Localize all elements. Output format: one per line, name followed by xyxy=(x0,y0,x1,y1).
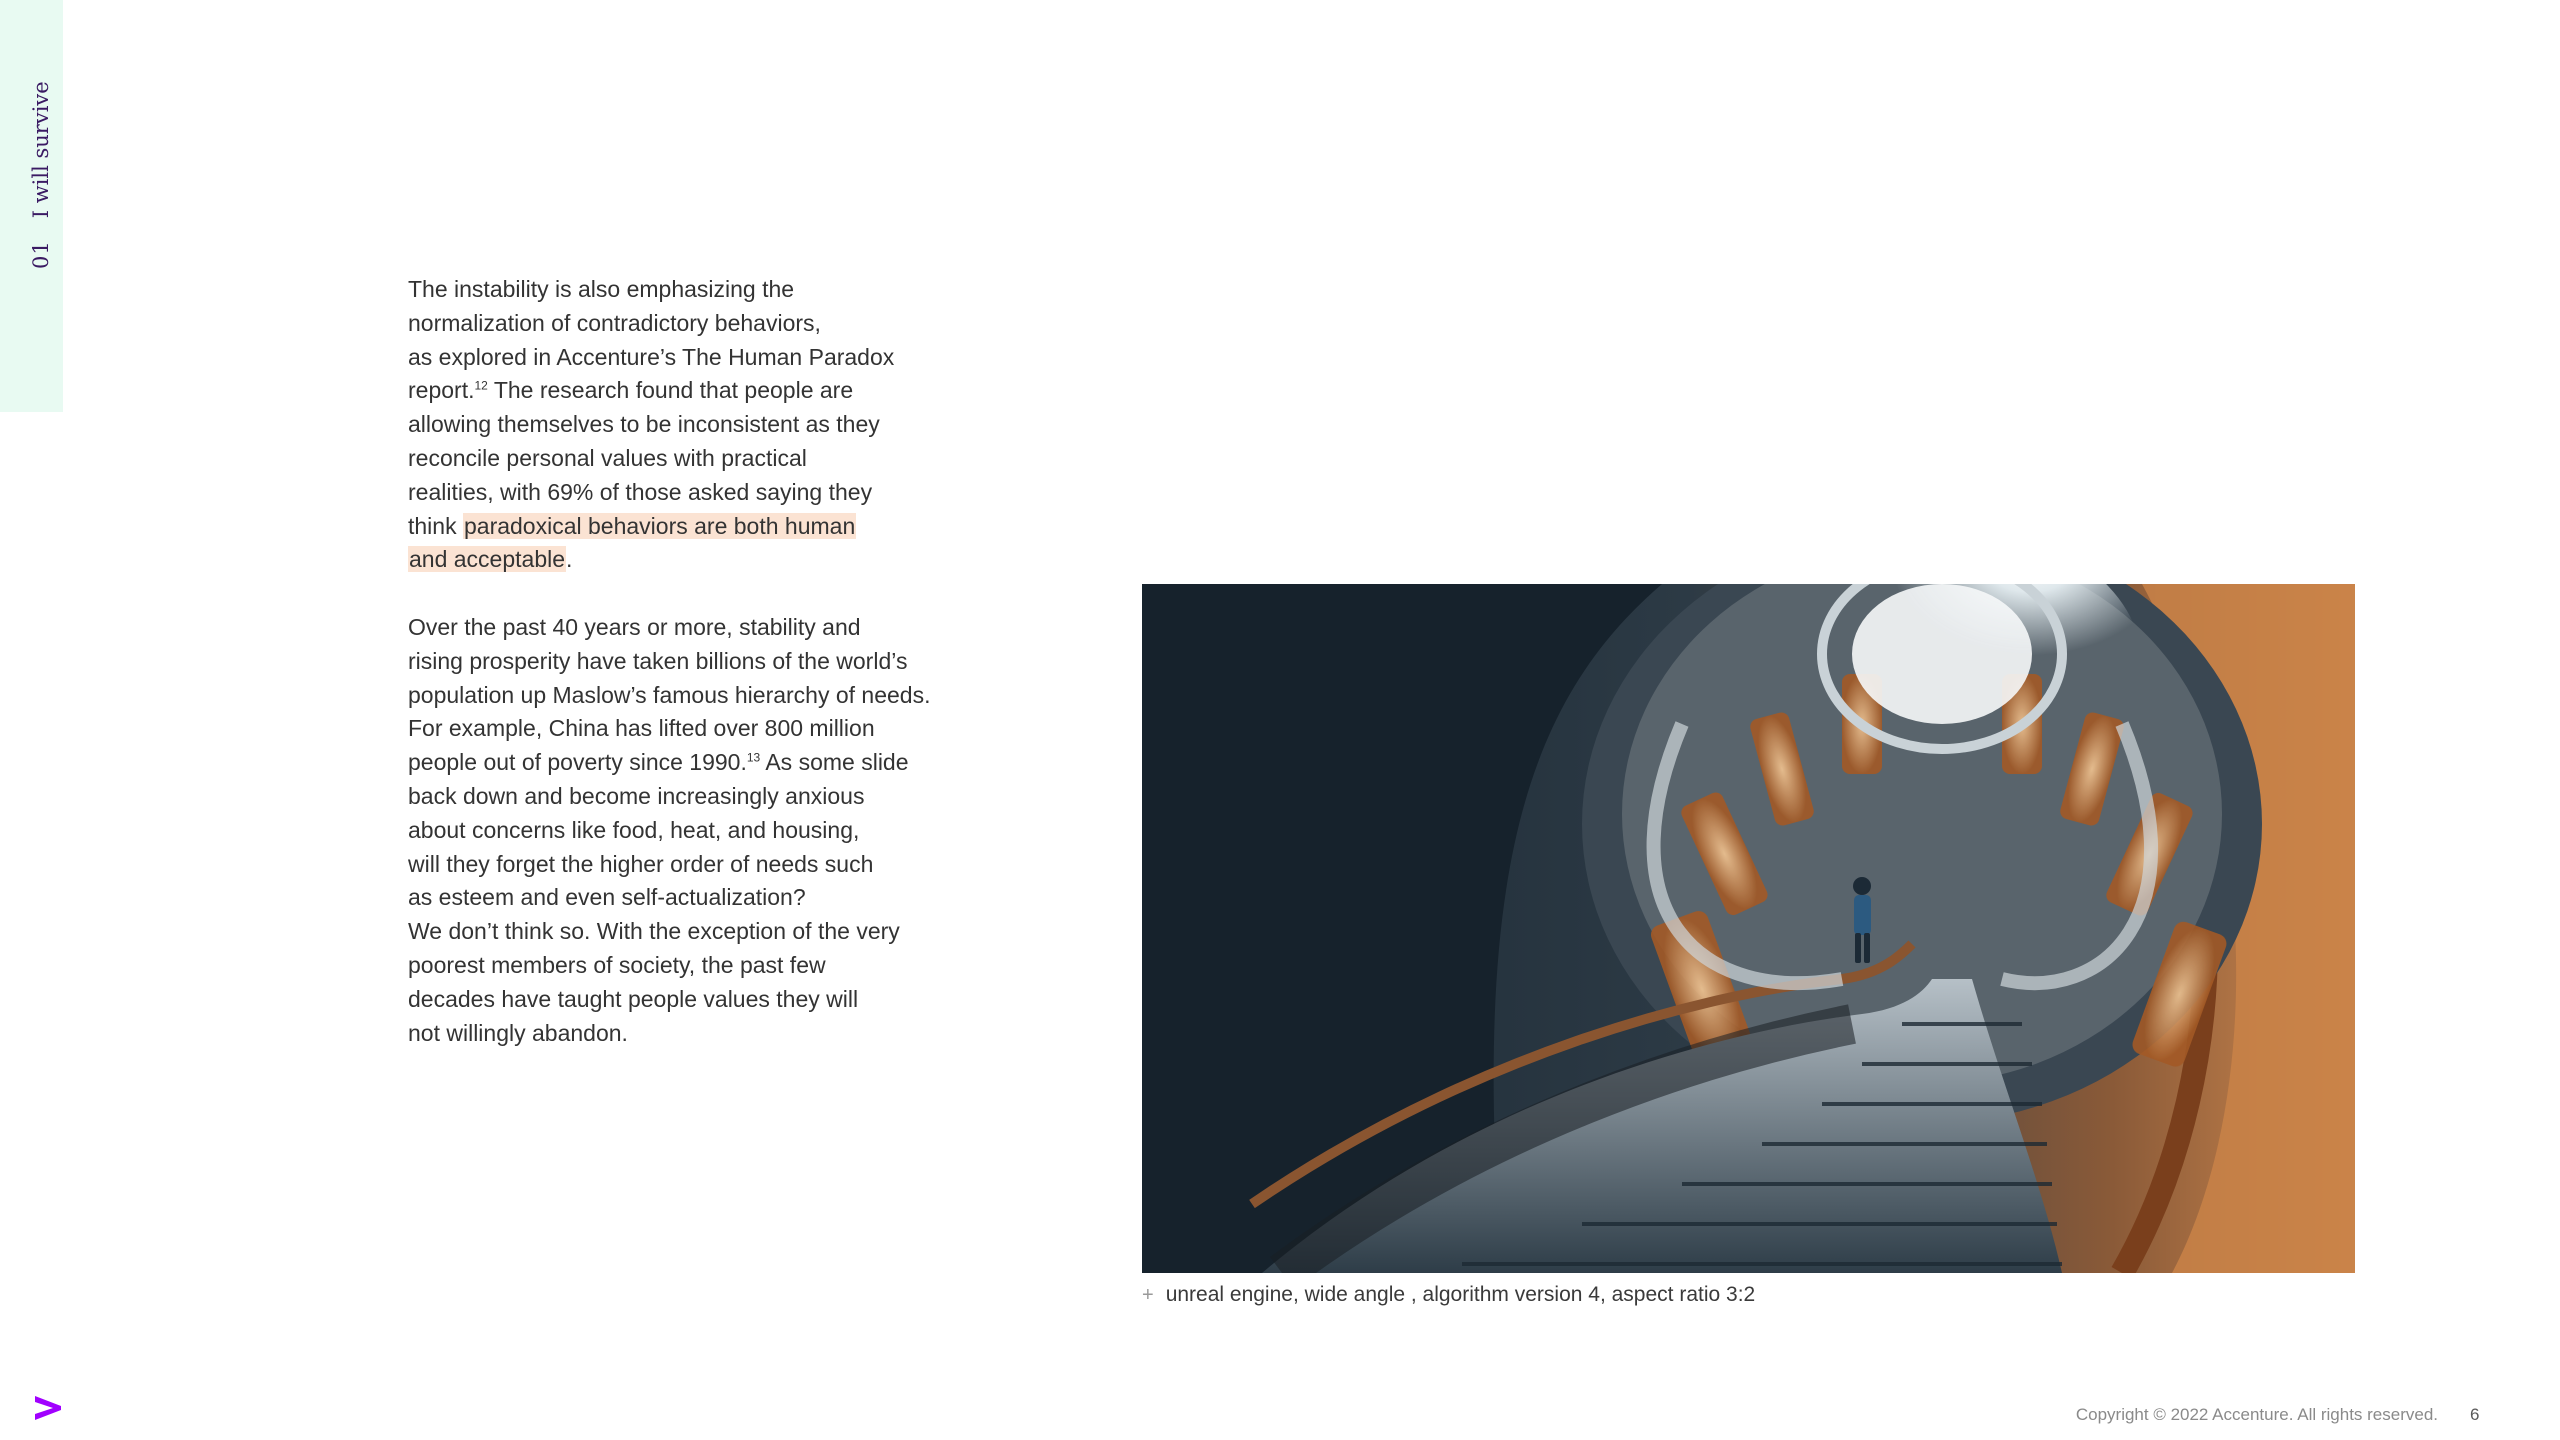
text-line: will they forget the higher order of needs such xyxy=(408,850,874,877)
highlighted-text: paradoxical behaviors are both human xyxy=(463,512,856,539)
text-line xyxy=(408,374,1028,408)
image-caption xyxy=(1142,1283,1755,1307)
text-line xyxy=(408,543,1028,577)
footnote-ref-13[interactable]: 13 xyxy=(746,750,761,765)
spiral-staircase-image xyxy=(1142,584,2355,1273)
paragraph-2 xyxy=(408,611,1028,1050)
text-span: think xyxy=(408,512,463,539)
text-line: Over the past 40 years or more, stability and xyxy=(408,613,861,640)
body-text xyxy=(408,273,1028,1084)
text-line: We don’t think so. With the exception of the very xyxy=(408,918,900,945)
accenture-logo-icon[interactable] xyxy=(32,1393,64,1423)
text-line: population up Maslow’s famous hierarchy of needs. xyxy=(408,681,931,708)
text-line: normalization of contradictory behaviors, xyxy=(408,309,821,336)
text-line: about concerns like food, heat, and housing, xyxy=(408,816,860,843)
plus-icon: + xyxy=(1142,1283,1154,1306)
text-line: reconcile personal values with practical xyxy=(408,444,807,471)
text-span: . xyxy=(566,546,573,573)
text-line: not willingly abandon. xyxy=(408,1019,628,1046)
copyright-notice: Copyright © 2022 Accenture. All rights reserved. xyxy=(2075,1405,2438,1424)
text-line: back down and become increasingly anxious xyxy=(408,782,865,809)
text-span: As some slide xyxy=(760,749,909,776)
page-number: 6 xyxy=(2470,1405,2480,1424)
section-number: 01 xyxy=(29,240,53,269)
section-tab xyxy=(0,0,63,412)
text-line: The instability is also emphasizing the xyxy=(408,276,795,302)
spiral-staircase-illustration xyxy=(1142,584,2355,1273)
text-line: allowing themselves to be inconsistent as they xyxy=(408,411,880,438)
text-span: The research found that people are xyxy=(487,377,854,404)
text-span: report. xyxy=(408,377,475,404)
text-line: as esteem and even self-actualization? xyxy=(408,884,806,911)
caption-text: unreal engine, wide angle , algorithm version 4, aspect ratio 3:2 xyxy=(1165,1283,1756,1306)
text-line: realities, with 69% of those asked saying they xyxy=(408,478,873,505)
text-line: as explored in Accenture’s The Human Paradox xyxy=(408,343,895,370)
text-line: decades have taught people values they will xyxy=(408,985,859,1012)
text-line: For example, China has lifted over 800 million xyxy=(408,715,875,742)
text-line: rising prosperity have taken billions of the world’s xyxy=(408,647,908,674)
footnote-ref-12[interactable]: 12 xyxy=(474,378,488,393)
text-span: people out of poverty since 1990. xyxy=(408,749,747,776)
text-line: poorest members of society, the past few xyxy=(408,951,826,978)
paragraph-1 xyxy=(408,273,1028,577)
highlighted-text: and acceptable xyxy=(409,546,566,573)
text-line xyxy=(408,746,1028,780)
section-tab-label xyxy=(31,81,52,269)
section-title: I will survive xyxy=(29,81,53,219)
text-line xyxy=(408,510,1028,544)
